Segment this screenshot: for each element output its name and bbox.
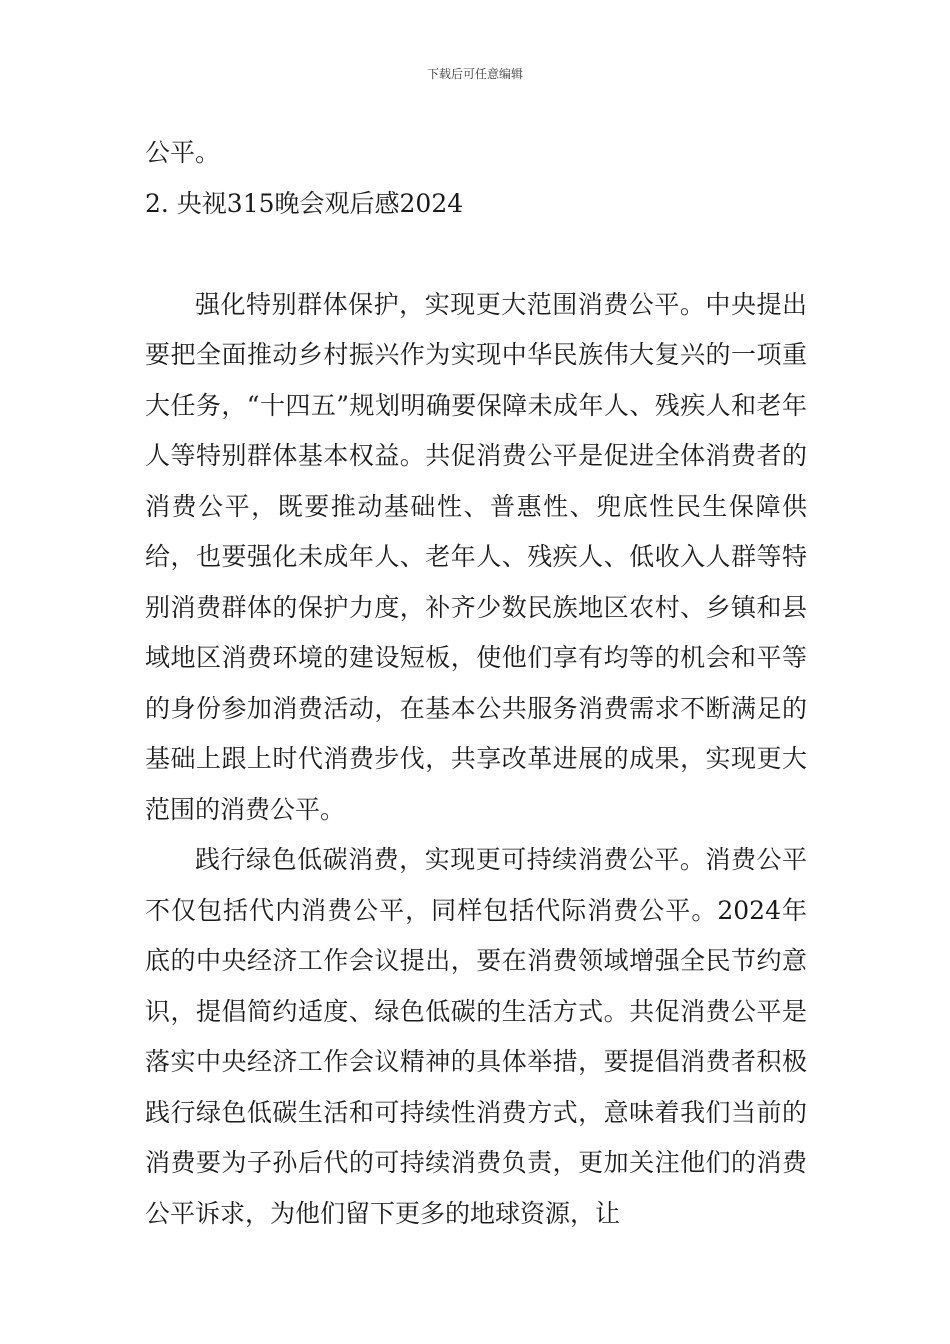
paragraph-2: 践行绿色低碳消费，实现更可持续消费公平。消费公平不仅包括代内消费公平，同样包括代际消费公平。2024年底的中央经济工作会议提出，要在消费领域增强全民节约意识，提倡简约适度、绿色低碳的生活方式。共促消费公平是落实中央经济工作会议精神的具体举措，要提倡消费者积极践行绿色低碳生活和可持续性消费方式，意味着我们当前的消费要为子孙后代的可持续消费负责，更加关注他们的消费公平诉求，为他们留下更多的地球资源，让 xyxy=(145,845,807,1228)
document-body xyxy=(145,128,807,1239)
page-header: 下载后可任意编辑 xyxy=(426,67,523,81)
blank-line xyxy=(145,229,807,280)
paragraph-1: 强化特别群体保护，实现更大范围消费公平。中央提出要把全面推动乡村振兴作为实现中华民族伟大复兴的一项重大任务，“十四五”规划明确要保障未成年人、残疾人和老年人等特别群体基本权益。共促消费公平是促进全体消费者的消费公平，既要推动基础性、普惠性、兜底性民生保障供给，也要强化未成年人、老年人、残疾人、低收入人群等特别消费群体的保护力度，补齐少数民族地区农村、乡镇和县域地区消费环境的建设短板，使他们享有均等的机会和平等的身份参加消费活动，在基本公共服务消费需求不断满足的基础上跟上时代消费步伐，共享改革进展的成果，实现更大范围的消费公平。 xyxy=(145,289,807,824)
section-heading: 2. 央视315晚会观后感2024 xyxy=(145,188,464,218)
lead-line: 公平。 xyxy=(145,138,221,167)
